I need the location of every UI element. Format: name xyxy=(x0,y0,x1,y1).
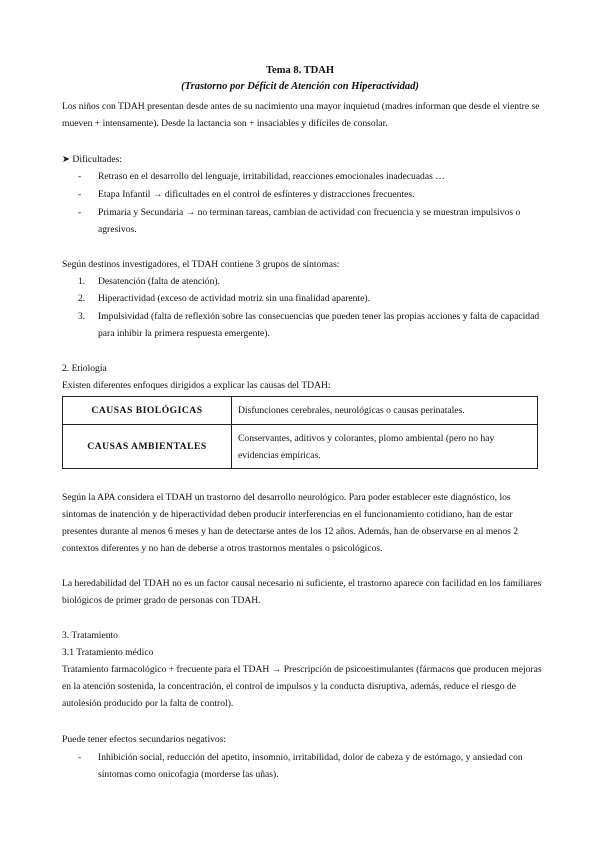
list-item-text: Retraso en el desarrollo del lenguaje, irritabilidad, reacciones emocionales inadecuadas … xyxy=(98,171,445,182)
table-cell-label: CAUSAS BIOLÓGICAS xyxy=(63,397,232,425)
list-number: 3. xyxy=(78,311,86,322)
table-row xyxy=(63,425,538,469)
table-cell-desc: Disfunciones cerebrales, neurológicas o causas perinatales. xyxy=(232,397,538,425)
dash-marker: - xyxy=(78,752,82,763)
list-item xyxy=(78,204,538,238)
heredabilidad-paragraph: La heredabilidad del TDAH no es un factor causal necesario ni suficiente, el trastorno aparece con facilidad en los familiares biológicos de primer grado de personas con TDAH. xyxy=(62,578,542,606)
efectos-intro: Puede tener efectos secundarios negativos: xyxy=(62,734,227,745)
dash-marker: - xyxy=(78,207,82,218)
page-subtitle: (Trastorno por Déficit de Atención con Hiperactividad) xyxy=(181,81,419,92)
tratamiento-paragraph: Tratamiento farmacológico + frecuente para el TDAH → Prescripción de psicoestimulantes (fármacos que producen mejoras en la atención sostenida, la concentración, el control de impulsos y la conducta disruptiva, además, reduce el riesgo de autolesión producido por la falta de control). xyxy=(62,664,542,709)
dash-marker: - xyxy=(78,189,82,200)
list-item-text: Desatención (falta de atención). xyxy=(98,276,220,287)
list-item xyxy=(78,308,542,342)
list-item-text: Etapa Infantil → dificultades en el control de esfínteres y distracciones frecuentes. xyxy=(98,189,415,200)
etiologia-heading: 2. Etiología xyxy=(62,363,107,374)
list-item-text: Hiperactividad (exceso de actividad motriz sin una finalidad aparente). xyxy=(98,293,370,304)
sintomas-intro: Según destinos investigadores, el TDAH contiene 3 grupos de síntomas: xyxy=(62,259,340,270)
dash-marker: - xyxy=(78,171,82,182)
list-number: 1. xyxy=(78,276,86,287)
table-cell-label: CAUSAS AMBIENTALES xyxy=(63,425,232,469)
causes-table xyxy=(62,396,538,469)
list-item xyxy=(78,290,542,307)
table-cell-desc: Conservantes, aditivos y colorantes, plomo ambiental (pero no hay evidencias empíricas. xyxy=(232,425,538,469)
list-item xyxy=(78,749,538,783)
table-row xyxy=(63,397,538,425)
tratamiento-subheading: 3.1 Tratamiento médico xyxy=(62,647,154,658)
list-item xyxy=(78,273,542,290)
list-number: 2. xyxy=(78,293,86,304)
list-item xyxy=(78,186,538,203)
dificultades-heading: ➤ Dificultades: xyxy=(62,154,122,165)
etiologia-intro: Existen diferentes enfoques dirigidos a explicar las causas del TDAH: xyxy=(62,380,331,391)
apa-paragraph: Según la APA considera el TDAH un trastorno del desarrollo neurológico. Para poder establecer este diagnóstico, los síntomas de inatención y de hiperactividad deben producir interferencias en el funcionamiento cotidiano, han de estar presentes durante al menos 6 meses y han de detectarse antes de los 12 años. Además, han de observarse en al menos 2 contextos diferentes y no han de deberse a otros trastornos mentales o psicológicos. xyxy=(62,492,519,554)
list-item xyxy=(78,168,538,185)
tratamiento-heading: 3. Tratamiento xyxy=(62,630,118,641)
list-item-text: Primaria y Secundaria → no terminan tareas, cambian de actividad con frecuencia y se muestran impulsivos o agresivos. xyxy=(98,207,521,235)
list-item-text: Inhibición social, reducción del apetito, insomnio, irritabilidad, dolor de cabeza y de estómago, y ansiedad con síntomas como onicofagia (morderse las uñas). xyxy=(98,752,523,780)
list-item-text: Impulsividad (falta de reflexión sobre las consecuencias que pueden tener las propias acciones y falta de capacidad para inhibir la primera respuesta emergente). xyxy=(98,311,540,339)
page-title: Tema 8. TDAH xyxy=(266,65,334,76)
intro-paragraph: Los niños con TDAH presentan desde antes de su nacimiento una mayor inquietud (madres informan que desde el vientre se mueven + intensamente). Desde la lactancia son + insaciables y difíciles de consolar. xyxy=(62,101,540,129)
